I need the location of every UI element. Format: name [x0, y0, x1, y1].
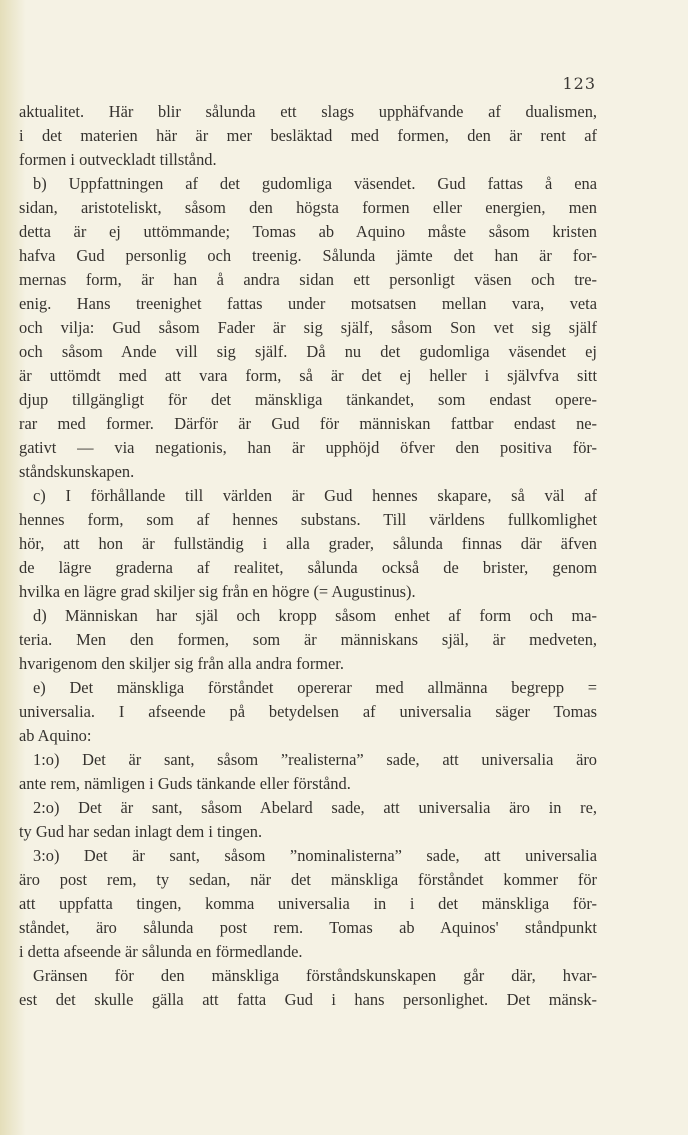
text-line: ståndskunskapen. [19, 462, 135, 481]
text-line: Gränsen för den mänskliga förståndskunskapen går där, hvar- [33, 966, 597, 985]
text-line: äro post rem, ty sedan, när det mänskliga förståndet kommer för [19, 870, 597, 889]
text-line: d) Människan har själ och kropp såsom enhet af form och ma- [33, 606, 597, 625]
text-line: 1:o) Det är sant, såsom ”realisterna” sade, att universalia äro [33, 750, 597, 769]
text-line: djup tillgängligt för det mänskliga tänkandet, som endast opere- [19, 390, 597, 409]
text-line: teria. Men den formen, som är människans själ, är medveten, [19, 630, 597, 649]
text-line: est det skulle gälla att fatta Gud i hans personlighet. Det mänsk- [19, 990, 597, 1009]
text-line: gativt — via negationis, han är upphöjd öfver den positiva för- [19, 438, 597, 457]
text-line: hennes form, som af hennes substans. Till världens fullkomlighet [19, 510, 597, 529]
text-line: ståndet, äro sålunda post rem. Tomas ab Aquinos' ståndpunkt [19, 918, 597, 937]
text-line: hafva Gud personlig och treenig. Sålunda jämte det han är for- [19, 246, 597, 265]
text-line: ante rem, nämligen i Guds tänkande eller förstånd. [19, 774, 351, 793]
text-line: de lägre graderna af realitet, sålunda också de brister, genom [19, 558, 597, 577]
body-text [19, 100, 597, 1012]
text-line: ab Aquino: [19, 726, 92, 745]
text-line: att uppfatta tingen, komma universalia in i det mänskliga för- [19, 894, 597, 913]
text-line: och såsom Ande vill sig själf. Då nu det gudomliga väsendet ej [19, 342, 597, 361]
text-line: 3:o) Det är sant, såsom ”nominalisterna” sade, att universalia [33, 846, 597, 865]
text-line: i detta afseende är sålunda en förmedlande. [19, 942, 303, 961]
text-line: i det materien här är mer besläktad med formen, den är rent af [19, 126, 597, 145]
text-line: e) Det mänskliga förståndet opererar med allmänna begrepp = [33, 678, 597, 697]
text-line: c) I förhållande till världen är Gud hennes skapare, så väl af [33, 486, 597, 505]
page-number: 123 [562, 74, 596, 93]
text-line: b) Uppfattningen af det gudomliga väsendet. Gud fattas å ena [33, 174, 597, 193]
text-line: detta är ej uttömmande; Tomas ab Aquino måste såsom kristen [19, 222, 597, 241]
text-line: och vilja: Gud såsom Fader är sig själf, såsom Son vet sig själf [19, 318, 597, 337]
text-line: hvarigenom den skiljer sig från alla andra former. [19, 654, 344, 673]
text-line: mernas form, är han å andra sidan ett personligt väsen och tre- [19, 270, 597, 289]
text-line: formen i outveckladt tillstånd. [19, 150, 217, 169]
text-line: rar med former. Därför är Gud för människan fattbar endast ne- [19, 414, 597, 433]
text-line: sidan, aristoteliskt, såsom den högsta formen eller energien, men [19, 198, 597, 217]
text-line: aktualitet. Här blir sålunda ett slags upphäfvande af dualismen, [19, 102, 597, 121]
text-line: hvilka en lägre grad skiljer sig från en högre (= Augustinus). [19, 582, 416, 601]
text-line: ty Gud har sedan inlagt dem i tingen. [19, 822, 263, 841]
text-line: hör, att hon är fullständig i alla grader, sålunda finnas där äfven [19, 534, 597, 553]
text-line: enig. Hans treenighet fattas under motsatsen mellan vara, veta [19, 294, 597, 313]
text-line: är uttömdt med att vara form, så är det ej heller i självfva sitt [19, 366, 597, 385]
text-line: universalia. I afseende på betydelsen af universalia säger Tomas [19, 702, 597, 721]
text-line: 2:o) Det är sant, såsom Abelard sade, att universalia äro in re, [33, 798, 597, 817]
